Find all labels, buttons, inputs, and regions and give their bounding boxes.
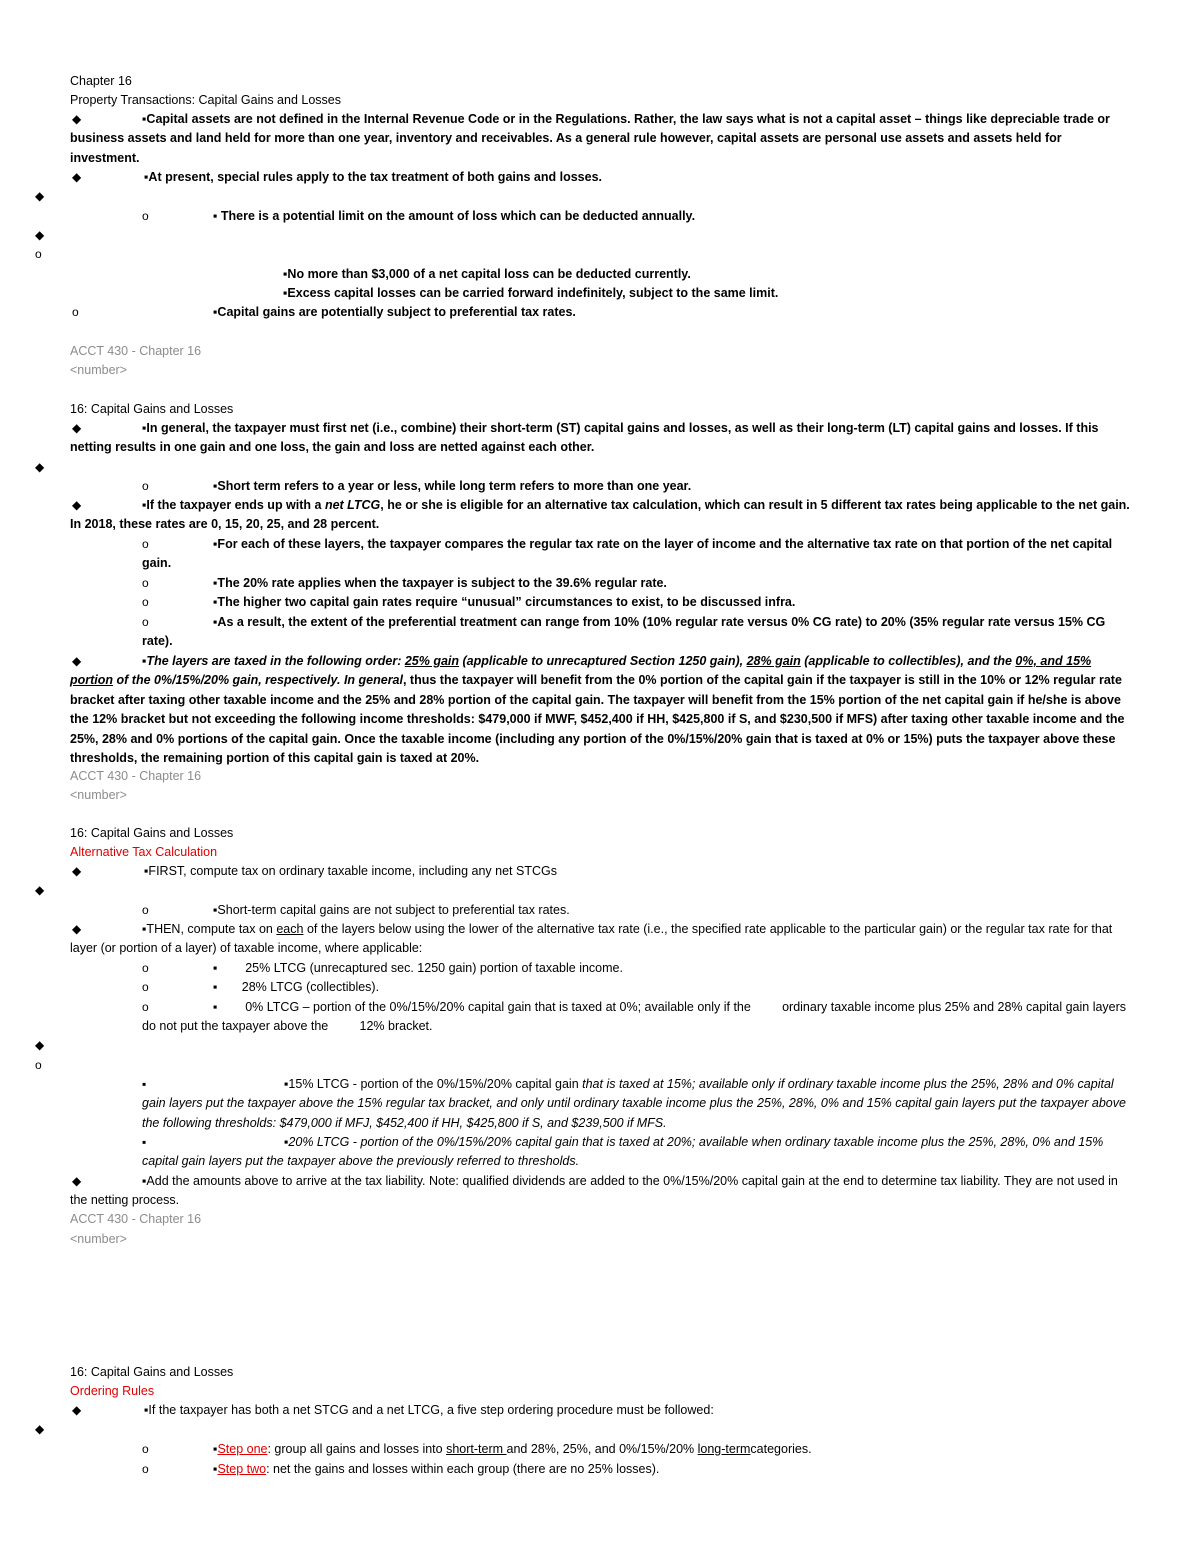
text-run: ▪15% LTCG - portion of the 0%/15%/20% capital gain xyxy=(284,1077,583,1091)
bullet-diamond-icon: ◆ xyxy=(35,460,45,474)
s1-bullet-capital-assets: ▪Capital assets are not defined in the Internal Revenue Code or in the Regulations. Rather, the law says what is not a capital asset – things like depreciable trade or business assets and land held for more than one year, inventory and receivables. As a general rule however, capital assets are personal use assets and assets held for investment. xyxy=(70,112,1110,165)
bullet-diamond-icon: ◆ xyxy=(35,1422,45,1436)
s4-bullet-ordering: ▪If the taxpayer has both a net STCG and a net LTCG, a five step ordering procedure must be followed: xyxy=(144,1403,714,1417)
s1-bullet-preferential: ▪Capital gains are potentially subject to preferential tax rates. xyxy=(213,305,576,319)
bullet-o-icon: o xyxy=(142,576,149,590)
s1-bullet-special-rules: ▪At present, special rules apply to the tax treatment of both gains and losses. xyxy=(144,170,603,184)
s1-bullet-carryforward xyxy=(213,284,1200,303)
slide-title: 16: Capital Gains and Losses xyxy=(70,826,234,840)
bullet-square-icon: ▪ xyxy=(142,1077,147,1091)
text-run: 28 xyxy=(313,517,328,532)
text-run: of the layers below using the lower of the alternative tax rate (i.e., the specified rate applicable to the particular gain) or the regular tax rate for that layer (or portion of a layer) of taxable income, where applicable: xyxy=(70,922,1113,956)
s3-bullet-20: ▪20% LTCG - portion of the 0%/15%/20% capital gain that is taxed at 20%; available when ordinary taxable income plus the 25%, 28%, 0% and 15% capital gain layers put the taxpayer above the previously referred to thresholds. xyxy=(142,1135,1104,1169)
slide-number-placeholder: <number> xyxy=(70,1232,127,1246)
bullet-diamond-icon: ◆ xyxy=(72,421,82,435)
s2-bullet-layers-compare: ▪For each of these layers, the taxpayer compares the regular tax rate on the layer of income and the alternative tax rate on that portion of the net capital gain. xyxy=(142,537,1113,571)
chapter-subtitle: Property Transactions: Capital Gains and Losses xyxy=(70,93,341,107)
slide-number-placeholder: <number> xyxy=(70,363,127,377)
s3-bullet-first: ▪FIRST, compute tax on ordinary taxable income, including any net STCGs xyxy=(144,864,557,878)
s2-bullet-netting: ▪In general, the taxpayer must first net (i.e., combine) their short-term (ST) capital gains and losses, as well as their long-term (LT) capital gains and losses. If this netting results in one gain and one loss, the gain and loss are netted against each other. xyxy=(70,421,1099,455)
s3-bullet-28: ▪ 28% LTCG (collectibles). xyxy=(213,980,380,994)
bullet-o-icon: o xyxy=(142,209,149,223)
text-run-italic: of the 0%/15%/20% gain, respectively. xyxy=(113,673,344,688)
text-run: ▪ xyxy=(213,1442,218,1456)
text-run: 0, 15, 20, 25, xyxy=(211,517,285,532)
s1-bullet-3000-text: ▪No more than $3,000 of a net capital loss can be deducted currently. xyxy=(283,267,691,281)
text-run-italic: net LTCG xyxy=(324,498,381,512)
bullet-diamond-icon: ◆ xyxy=(72,1174,82,1188)
text-run-underlined: long-term xyxy=(697,1442,751,1456)
bullet-o-icon: o xyxy=(142,1442,149,1456)
text-run: , he or she is eligible for an alternative tax calculation, which can result in 5 different tax rates being applicable to the net gain. In xyxy=(70,498,1130,532)
bullet-diamond-icon: ◆ xyxy=(35,228,45,242)
text-run: 2018 xyxy=(84,517,113,532)
text-run-italic: In general xyxy=(343,673,403,688)
slide-footer: ACCT 430 - Chapter 16 xyxy=(70,769,202,783)
step-one-label: Step one xyxy=(217,1442,268,1456)
text-run: percent. xyxy=(327,517,380,532)
bullet-o-icon: o xyxy=(35,247,42,261)
bullet-diamond-icon: ◆ xyxy=(72,1403,82,1417)
s2-bullet-20-rate: ▪The 20% rate applies when the taxpayer is subject to the 39.6% regular rate. xyxy=(213,576,667,590)
bullet-o-icon: o xyxy=(142,615,149,629)
bullet-o-icon: o xyxy=(142,1000,149,1014)
bullet-o-icon: o xyxy=(142,537,149,551)
text-run-italic: (applicable to unrecaptured Section 1250 gain), xyxy=(459,654,747,668)
text-run-italic: (applicable to collectibles), and the xyxy=(800,654,1016,668)
text-run-italic: that is taxed at 15%; available only if ordinary taxable income plus the 25%, 28% and 0% capital gain layers put the taxpayer above the 15% regular tax bracket, and only until ordinary taxable income plus the 25%, 28%, 0% and 15% capital gain layers put the taxpayer above the following thresholds: $479,000 if MFJ, $452,400 if HH, $425,800 if S, and $239,500 if MFS. xyxy=(142,1077,1126,1130)
s2-bullet-range: ▪As a result, the extent of the preferential treatment can range from 10% (10% regular rate versus 0% CG rate) to 20% (35% regular rate versus 15% CG rate). xyxy=(142,615,1106,649)
text-run: categories. xyxy=(750,1442,812,1456)
section-heading: Alternative Tax Calculation xyxy=(70,845,218,859)
bullet-square-icon: ▪ xyxy=(142,1135,147,1149)
bullet-o-icon: o xyxy=(142,595,149,609)
text-run: ▪THEN, compute tax on xyxy=(142,922,277,936)
s3-bullet-stcg: ▪Short-term capital gains are not subject to preferential tax rates. xyxy=(213,903,570,917)
bullet-diamond-icon: ◆ xyxy=(35,189,45,203)
bullet-o-icon: o xyxy=(142,903,149,917)
bullet-diamond-icon: ◆ xyxy=(72,498,82,512)
text-run: : net the gains and losses within each group (there are no 25% losses). xyxy=(266,1462,660,1476)
s2-bullet-order xyxy=(70,652,1130,768)
s3-bullet-25: ▪ 25% LTCG (unrecaptured sec. 1250 gain) portion of taxable income. xyxy=(213,961,623,975)
text-run-underlined: 25% gain xyxy=(404,654,460,668)
bullet-o-icon: o xyxy=(35,1058,42,1072)
s2-bullet-short-term: ▪Short term refers to a year or less, while long term refers to more than one year. xyxy=(213,479,692,493)
text-run: ▪If the taxpayer ends up with a xyxy=(142,498,325,512)
bullet-diamond-icon: ◆ xyxy=(72,922,82,936)
s3-bullet-add: ▪Add the amounts above to arrive at the tax liability. Note: qualified dividends are added to the 0%/15%/20% capital gain at the end to determine tax liability. They are not used in the netting process. xyxy=(70,1174,1118,1208)
s3-bullet-then xyxy=(70,920,1130,959)
section-heading: Ordering Rules xyxy=(70,1384,155,1398)
bullet-o-icon: o xyxy=(142,479,149,493)
bullet-diamond-icon: ◆ xyxy=(72,112,82,126)
slide-footer: ACCT 430 - Chapter 16 xyxy=(70,1212,202,1226)
text-run-underlined: each xyxy=(276,922,304,936)
text-run-underlined: 28% gain xyxy=(746,654,801,668)
bullet-o-icon: o xyxy=(142,1462,149,1476)
bullet-diamond-icon: ◆ xyxy=(35,883,45,897)
s1-bullet-loss-limit: ▪ There is a potential limit on the amount of loss which can be deducted annually. xyxy=(213,209,696,223)
s2-bullet-higher-rates: ▪The higher two capital gain rates require “unusual” circumstances to exist, to be discussed infra. xyxy=(213,595,796,609)
s4-step-two xyxy=(213,1460,1200,1479)
bullet-diamond-icon: ◆ xyxy=(35,1038,45,1052)
bullet-diamond-icon: ◆ xyxy=(72,654,82,668)
chapter-label: Chapter 16 xyxy=(70,74,132,88)
s3-bullet-0: ▪ 0% LTCG – portion of the 0%/15%/20% capital gain that is taxed at 0%; available only if the ordinary taxable income plus 25% and 28% capital gain layers do not put the taxpayer above the 12% bracket. xyxy=(142,1000,1130,1034)
s3-bullet-15 xyxy=(142,1075,1132,1133)
text-run-underlined: 0%, and 15% portion xyxy=(70,654,1092,688)
bullet-diamond-icon: ◆ xyxy=(72,170,82,184)
bullet-o-icon: o xyxy=(142,980,149,994)
text-run: ▪ xyxy=(213,1462,218,1476)
slide-number-placeholder: <number> xyxy=(70,788,127,802)
text-run: and 28%, 25%, and 0%/15%/20% xyxy=(506,1442,698,1456)
text-run: , thus the taxpayer will benefit from the 0% portion of the capital gain if the taxpayer is still in the 10% or 12% regular rate bracket after taxing other taxable income and the 25% and 28% portion of the capital gain. The taxpayer will benefit from the 15% portion of the net capital gain if he/she is above the 12% bracket but not exceeding the following income thresholds: $479,000 if MWF, $452,400 if HH, $425,800 if S, and $230,500 if MFS) after taxing other taxable income and the 25%, 28% and 0% portions of the capital gain. Once the taxable income (including any portion of the 0%/15%/20% gain that is taxed at 0% or 15%) puts the taxpayer above these thresholds, the remaining portion of this capital gain is taxed at 20%. xyxy=(70,673,1125,766)
s1-bullet-3000-limit xyxy=(213,265,1200,284)
text-run: , these rates are xyxy=(112,517,212,532)
bullet-o-icon: o xyxy=(142,961,149,975)
text-run-italic: ▪The layers are taxed in the following order: xyxy=(142,654,405,668)
slide-footer: ACCT 430 - Chapter 16 xyxy=(70,344,202,358)
s4-step-one xyxy=(213,1440,1200,1459)
text-run-underlined: short-term xyxy=(446,1442,507,1456)
bullet-o-icon: o xyxy=(72,305,79,319)
s1-bullet-carryforward-text: ▪Excess capital losses can be carried forward indefinitely, subject to the same limit. xyxy=(283,286,779,300)
text-run: and xyxy=(284,517,314,532)
slide-title: 16: Capital Gains and Losses xyxy=(70,1365,234,1379)
slide-title: 16: Capital Gains and Losses xyxy=(70,402,234,416)
bullet-diamond-icon: ◆ xyxy=(72,864,82,878)
s2-bullet-net-ltcg xyxy=(70,496,1130,535)
text-run: : group all gains and losses into xyxy=(267,1442,447,1456)
step-two-label: Step two xyxy=(217,1462,267,1476)
